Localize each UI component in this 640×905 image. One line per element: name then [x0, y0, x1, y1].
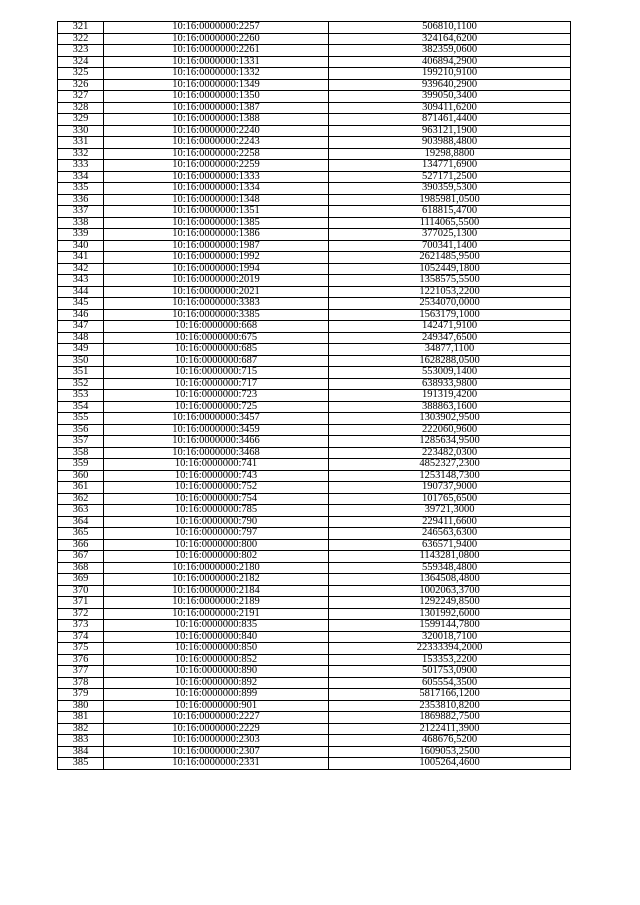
table-row: [58, 585, 571, 597]
value-cell: 5817166,1200: [329, 689, 571, 701]
value-cell: 377025,1300: [329, 229, 571, 241]
cadastral-number-cell: 10:16:0000000:3457: [104, 413, 329, 425]
row-number-cell: 343: [58, 275, 104, 287]
value-cell: 700341,1400: [329, 240, 571, 252]
table-row: [58, 68, 571, 80]
row-number-cell: 340: [58, 240, 104, 252]
row-number-cell: 381: [58, 712, 104, 724]
value-cell: 1292249,8500: [329, 597, 571, 609]
row-number-cell: 332: [58, 148, 104, 160]
table-row: [58, 321, 571, 333]
cadastral-number-cell: 10:16:0000000:2021: [104, 286, 329, 298]
cadastral-number-cell: 10:16:0000000:2303: [104, 735, 329, 747]
cadastral-number-cell: 10:16:0000000:3459: [104, 424, 329, 436]
value-cell: 553009,1400: [329, 367, 571, 379]
value-cell: 939640,2900: [329, 79, 571, 91]
table-row: [58, 378, 571, 390]
row-number-cell: 323: [58, 45, 104, 57]
cadastral-number-cell: 10:16:0000000:1334: [104, 183, 329, 195]
value-cell: 1002063,3700: [329, 585, 571, 597]
row-number-cell: 366: [58, 539, 104, 551]
cadastral-number-cell: 10:16:0000000:2260: [104, 33, 329, 45]
cadastral-number-cell: 10:16:0000000:1349: [104, 79, 329, 91]
value-cell: 142471,9100: [329, 321, 571, 333]
value-cell: 1599144,7800: [329, 620, 571, 632]
value-cell: 506810,1100: [329, 22, 571, 34]
cadastral-number-cell: 10:16:0000000:3466: [104, 436, 329, 448]
row-number-cell: 369: [58, 574, 104, 586]
row-number-cell: 372: [58, 608, 104, 620]
cadastral-number-cell: 10:16:0000000:2191: [104, 608, 329, 620]
cadastral-number-cell: 10:16:0000000:687: [104, 355, 329, 367]
value-cell: 1143281,0800: [329, 551, 571, 563]
value-cell: 636571,9400: [329, 539, 571, 551]
value-cell: 963121,1900: [329, 125, 571, 137]
value-cell: 388863,1600: [329, 401, 571, 413]
cadastral-number-cell: 10:16:0000000:723: [104, 390, 329, 402]
value-cell: 2122411,3900: [329, 723, 571, 735]
value-cell: 22333394,2000: [329, 643, 571, 655]
row-number-cell: 344: [58, 286, 104, 298]
cadastral-number-cell: 10:16:0000000:850: [104, 643, 329, 655]
table-row: [58, 723, 571, 735]
value-cell: 101765,6500: [329, 493, 571, 505]
cadastral-number-cell: 10:16:0000000:785: [104, 505, 329, 517]
table-row: [58, 355, 571, 367]
cadastral-number-cell: 10:16:0000000:2259: [104, 160, 329, 172]
cadastral-number-cell: 10:16:0000000:2019: [104, 275, 329, 287]
table-row: [58, 252, 571, 264]
cadastral-number-cell: 10:16:0000000:3383: [104, 298, 329, 310]
row-number-cell: 327: [58, 91, 104, 103]
table-row: [58, 102, 571, 114]
cadastral-number-cell: 10:16:0000000:717: [104, 378, 329, 390]
table-row: [58, 114, 571, 126]
cadastral-number-cell: 10:16:0000000:797: [104, 528, 329, 540]
table-row: [58, 344, 571, 356]
row-number-cell: 376: [58, 654, 104, 666]
value-cell: 1114065,5500: [329, 217, 571, 229]
cadastral-number-cell: 10:16:0000000:899: [104, 689, 329, 701]
value-cell: 527171,2500: [329, 171, 571, 183]
cadastral-number-cell: 10:16:0000000:852: [104, 654, 329, 666]
row-number-cell: 356: [58, 424, 104, 436]
cadastral-number-cell: 10:16:0000000:1387: [104, 102, 329, 114]
row-number-cell: 382: [58, 723, 104, 735]
value-cell: 468676,5200: [329, 735, 571, 747]
table-row: [58, 470, 571, 482]
cadastral-number-cell: 10:16:0000000:2182: [104, 574, 329, 586]
value-cell: 1628288,0500: [329, 355, 571, 367]
table-row: [58, 332, 571, 344]
cadastral-number-cell: 10:16:0000000:1386: [104, 229, 329, 241]
table-row: [58, 298, 571, 310]
row-number-cell: 353: [58, 390, 104, 402]
row-number-cell: 361: [58, 482, 104, 494]
table-row: [58, 459, 571, 471]
cadastral-number-cell: 10:16:0000000:715: [104, 367, 329, 379]
value-cell: 2621485,9500: [329, 252, 571, 264]
table-row: [58, 217, 571, 229]
value-cell: 324164,6200: [329, 33, 571, 45]
value-cell: 320018,7100: [329, 631, 571, 643]
value-cell: 229411,6600: [329, 516, 571, 528]
table-row: [58, 413, 571, 425]
cadastral-number-cell: 10:16:0000000:901: [104, 700, 329, 712]
row-number-cell: 359: [58, 459, 104, 471]
cadastral-number-cell: 10:16:0000000:2240: [104, 125, 329, 137]
value-cell: 1005264,4600: [329, 758, 571, 770]
value-cell: 1052449,1800: [329, 263, 571, 275]
value-cell: 1364508,4800: [329, 574, 571, 586]
cadastral-number-cell: 10:16:0000000:1333: [104, 171, 329, 183]
table-row: [58, 735, 571, 747]
row-number-cell: 363: [58, 505, 104, 517]
row-number-cell: 338: [58, 217, 104, 229]
table-row: [58, 643, 571, 655]
row-number-cell: 371: [58, 597, 104, 609]
table-row: [58, 286, 571, 298]
cadastral-number-cell: 10:16:0000000:802: [104, 551, 329, 563]
row-number-cell: 337: [58, 206, 104, 218]
row-number-cell: 342: [58, 263, 104, 275]
value-cell: 223482,0300: [329, 447, 571, 459]
value-cell: 399050,3400: [329, 91, 571, 103]
value-cell: 134771,6900: [329, 160, 571, 172]
cadastral-number-cell: 10:16:0000000:1348: [104, 194, 329, 206]
value-cell: 406894,2900: [329, 56, 571, 68]
table-row: [58, 654, 571, 666]
row-number-cell: 349: [58, 344, 104, 356]
table-row: [58, 631, 571, 643]
cadastral-number-cell: 10:16:0000000:2258: [104, 148, 329, 160]
table-row: [58, 148, 571, 160]
cadastral-number-cell: 10:16:0000000:685: [104, 344, 329, 356]
table-row: [58, 171, 571, 183]
cadastral-number-cell: 10:16:0000000:2331: [104, 758, 329, 770]
value-cell: 1301992,6000: [329, 608, 571, 620]
table-row: [58, 597, 571, 609]
table-row: [58, 183, 571, 195]
table-row: [58, 620, 571, 632]
cadastral-number-cell: 10:16:0000000:725: [104, 401, 329, 413]
table-row: [58, 758, 571, 770]
row-number-cell: 321: [58, 22, 104, 34]
row-number-cell: 365: [58, 528, 104, 540]
value-cell: 390359,5300: [329, 183, 571, 195]
value-cell: 199210,9100: [329, 68, 571, 80]
cadastral-number-cell: 10:16:0000000:840: [104, 631, 329, 643]
table-row: [58, 309, 571, 321]
table-row: [58, 436, 571, 448]
value-cell: 1985981,0500: [329, 194, 571, 206]
cadastral-number-cell: 10:16:0000000:743: [104, 470, 329, 482]
cadastral-number-cell: 10:16:0000000:2257: [104, 22, 329, 34]
table-row: [58, 33, 571, 45]
cadastral-number-cell: 10:16:0000000:1351: [104, 206, 329, 218]
value-cell: 618815,4700: [329, 206, 571, 218]
value-cell: 1253148,7300: [329, 470, 571, 482]
value-cell: 1869882,7500: [329, 712, 571, 724]
value-cell: 2353810,8200: [329, 700, 571, 712]
table-row: [58, 516, 571, 528]
table-row: [58, 56, 571, 68]
row-number-cell: 336: [58, 194, 104, 206]
value-cell: 34877,1100: [329, 344, 571, 356]
table-row: [58, 666, 571, 678]
table-row: [58, 505, 571, 517]
cadastral-number-cell: 10:16:0000000:2307: [104, 746, 329, 758]
value-cell: 605554,3500: [329, 677, 571, 689]
table-row: [58, 91, 571, 103]
value-cell: 382359,0600: [329, 45, 571, 57]
row-number-cell: 350: [58, 355, 104, 367]
cadastral-number-cell: 10:16:0000000:2227: [104, 712, 329, 724]
table-row: [58, 390, 571, 402]
cadastral-number-cell: 10:16:0000000:2184: [104, 585, 329, 597]
value-cell: 4852327,2300: [329, 459, 571, 471]
cadastral-number-cell: 10:16:0000000:790: [104, 516, 329, 528]
row-number-cell: 367: [58, 551, 104, 563]
value-cell: 190737,9000: [329, 482, 571, 494]
value-cell: 1358575,5500: [329, 275, 571, 287]
row-number-cell: 375: [58, 643, 104, 655]
table-row: [58, 700, 571, 712]
cadastral-number-cell: 10:16:0000000:752: [104, 482, 329, 494]
row-number-cell: 380: [58, 700, 104, 712]
table-row: [58, 160, 571, 172]
row-number-cell: 329: [58, 114, 104, 126]
row-number-cell: 346: [58, 309, 104, 321]
cadastral-number-cell: 10:16:0000000:892: [104, 677, 329, 689]
table-row: [58, 45, 571, 57]
row-number-cell: 330: [58, 125, 104, 137]
table-row: [58, 689, 571, 701]
row-number-cell: 384: [58, 746, 104, 758]
row-number-cell: 368: [58, 562, 104, 574]
value-cell: 1285634,9500: [329, 436, 571, 448]
value-cell: 501753,0900: [329, 666, 571, 678]
cadastral-number-cell: 10:16:0000000:3468: [104, 447, 329, 459]
table-row: [58, 22, 571, 34]
table-row: [58, 79, 571, 91]
row-number-cell: 373: [58, 620, 104, 632]
row-number-cell: 374: [58, 631, 104, 643]
row-number-cell: 360: [58, 470, 104, 482]
cadastral-number-cell: 10:16:0000000:675: [104, 332, 329, 344]
row-number-cell: 354: [58, 401, 104, 413]
cadastral-number-cell: 10:16:0000000:835: [104, 620, 329, 632]
cadastral-number-cell: 10:16:0000000:1350: [104, 91, 329, 103]
value-cell: 1221053,2200: [329, 286, 571, 298]
table-row: [58, 574, 571, 586]
table-row: [58, 125, 571, 137]
row-number-cell: 345: [58, 298, 104, 310]
row-number-cell: 385: [58, 758, 104, 770]
row-number-cell: 335: [58, 183, 104, 195]
table-row: [58, 746, 571, 758]
cadastral-number-cell: 10:16:0000000:1992: [104, 252, 329, 264]
table-row: [58, 482, 571, 494]
cadastral-number-cell: 10:16:0000000:754: [104, 493, 329, 505]
row-number-cell: 341: [58, 252, 104, 264]
table-row: [58, 240, 571, 252]
value-cell: 309411,6200: [329, 102, 571, 114]
value-cell: 903988,4800: [329, 137, 571, 149]
value-cell: 559348,4800: [329, 562, 571, 574]
row-number-cell: 351: [58, 367, 104, 379]
row-number-cell: 377: [58, 666, 104, 678]
table-row: [58, 608, 571, 620]
row-number-cell: 364: [58, 516, 104, 528]
table-row: [58, 263, 571, 275]
table-row: [58, 677, 571, 689]
row-number-cell: 370: [58, 585, 104, 597]
row-number-cell: 339: [58, 229, 104, 241]
value-cell: 39721,3000: [329, 505, 571, 517]
cadastral-number-cell: 10:16:0000000:2243: [104, 137, 329, 149]
table-row: [58, 539, 571, 551]
cadastral-number-cell: 10:16:0000000:2229: [104, 723, 329, 735]
row-number-cell: 358: [58, 447, 104, 459]
cadastral-number-cell: 10:16:0000000:2180: [104, 562, 329, 574]
table-row: [58, 424, 571, 436]
table-row: [58, 401, 571, 413]
cadastral-number-cell: 10:16:0000000:1388: [104, 114, 329, 126]
cadastral-number-cell: 10:16:0000000:1987: [104, 240, 329, 252]
row-number-cell: 331: [58, 137, 104, 149]
row-number-cell: 352: [58, 378, 104, 390]
cadastral-number-cell: 10:16:0000000:1994: [104, 263, 329, 275]
table-row: [58, 229, 571, 241]
cadastral-number-cell: 10:16:0000000:800: [104, 539, 329, 551]
cadastral-number-cell: 10:16:0000000:1385: [104, 217, 329, 229]
table-row: [58, 275, 571, 287]
value-cell: 19298,8800: [329, 148, 571, 160]
row-number-cell: 322: [58, 33, 104, 45]
value-cell: 1303902,9500: [329, 413, 571, 425]
row-number-cell: 362: [58, 493, 104, 505]
cadastral-value-table: [57, 21, 571, 770]
table-row: [58, 206, 571, 218]
table-body: [58, 22, 571, 770]
table-row: [58, 493, 571, 505]
value-cell: 191319,4200: [329, 390, 571, 402]
cadastral-number-cell: 10:16:0000000:1331: [104, 56, 329, 68]
cadastral-number-cell: 10:16:0000000:668: [104, 321, 329, 333]
row-number-cell: 379: [58, 689, 104, 701]
row-number-cell: 333: [58, 160, 104, 172]
table-row: [58, 367, 571, 379]
value-cell: 222060,9600: [329, 424, 571, 436]
cadastral-number-cell: 10:16:0000000:890: [104, 666, 329, 678]
value-cell: 153353,2200: [329, 654, 571, 666]
value-cell: 246563,6300: [329, 528, 571, 540]
row-number-cell: 347: [58, 321, 104, 333]
row-number-cell: 328: [58, 102, 104, 114]
value-cell: 249347,6500: [329, 332, 571, 344]
value-cell: 638933,9800: [329, 378, 571, 390]
cadastral-number-cell: 10:16:0000000:741: [104, 459, 329, 471]
cadastral-number-cell: 10:16:0000000:3385: [104, 309, 329, 321]
value-cell: 871461,4400: [329, 114, 571, 126]
row-number-cell: 334: [58, 171, 104, 183]
row-number-cell: 325: [58, 68, 104, 80]
row-number-cell: 324: [58, 56, 104, 68]
table-row: [58, 447, 571, 459]
value-cell: 1609053,2500: [329, 746, 571, 758]
cadastral-number-cell: 10:16:0000000:1332: [104, 68, 329, 80]
table-row: [58, 137, 571, 149]
table-row: [58, 551, 571, 563]
value-cell: 2534070,0000: [329, 298, 571, 310]
table-row: [58, 562, 571, 574]
table-row: [58, 528, 571, 540]
row-number-cell: 383: [58, 735, 104, 747]
value-cell: 1563179,1000: [329, 309, 571, 321]
row-number-cell: 348: [58, 332, 104, 344]
row-number-cell: 326: [58, 79, 104, 91]
row-number-cell: 378: [58, 677, 104, 689]
cadastral-number-cell: 10:16:0000000:2261: [104, 45, 329, 57]
row-number-cell: 355: [58, 413, 104, 425]
table-row: [58, 194, 571, 206]
row-number-cell: 357: [58, 436, 104, 448]
cadastral-number-cell: 10:16:0000000:2189: [104, 597, 329, 609]
table-row: [58, 712, 571, 724]
